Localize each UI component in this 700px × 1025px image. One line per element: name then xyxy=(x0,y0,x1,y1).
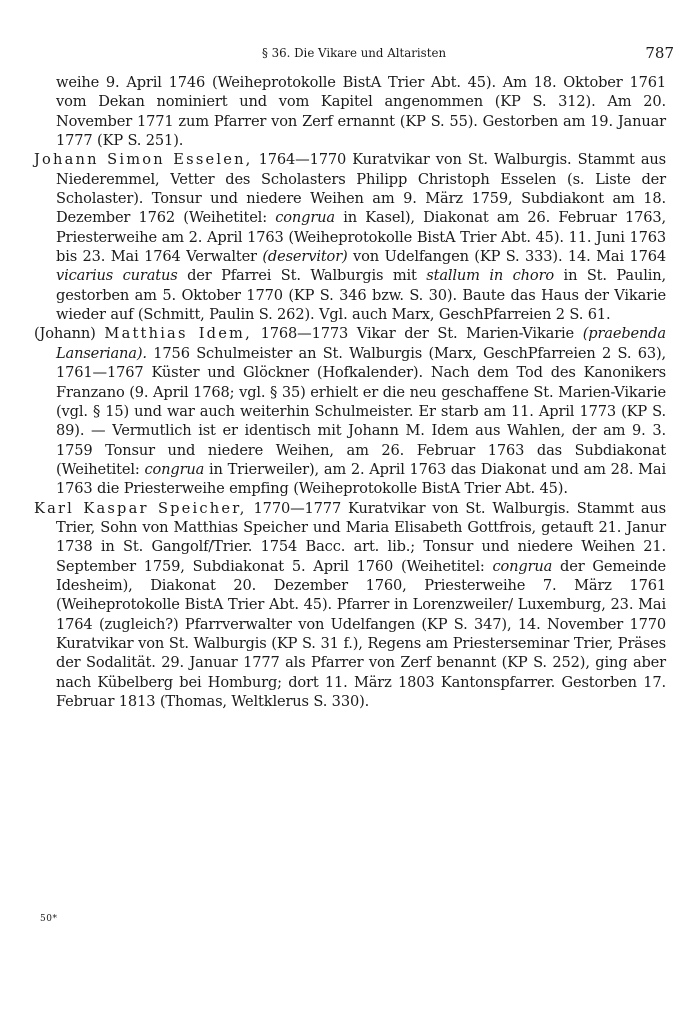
entry-italic: stallum in choro xyxy=(426,267,555,285)
entry-idem xyxy=(34,324,666,498)
entry-prefix: (Johann) xyxy=(34,325,105,343)
continuation-text: weihe 9. April 1746 (Weiheprotokolle BistA Trier Abt. 45). Am 18. Oktober 1761 vom Dekan nominiert und vom Kapitel angenommen (KP S. 312). Am 20. November 1771 zum Pfarrer von Zerf ernannt (KP S. 55). Gestorben am 19. Januar 1777 (KP S. 251). xyxy=(56,74,666,150)
entry-name: Johann Simon Esselen, xyxy=(34,151,253,169)
running-header xyxy=(34,46,674,66)
page-number: 787 xyxy=(645,44,674,62)
page-body xyxy=(34,73,666,711)
section-title: § 36. Die Vikare und Altaristen xyxy=(261,46,447,60)
signature-mark: 50* xyxy=(40,914,58,924)
entry-text: 1768—1773 Vikar der St. Marien-Vikarie xyxy=(251,325,583,343)
entry-italic: vicarius curatus xyxy=(56,267,178,285)
entry-text: der Gemeinde Idesheim), Diakonat 20. Dezember 1760, Priesterweihe 7. März 1761 (Weiheprotokolle BistA Trier Abt. 45). Pfarrer in Lorenzweiler/ Luxemburg, 23. Mai 1764 (zugleich?) Pfarrverwalter von Udelfangen (KP S. 347), 14. November 1770 Kuratvikar von St. Walburgis (KP S. 31 f.), Regens am Priesterseminar Trier, Präses der Sodalität. 29. Januar 1777 als Pfarrer von Zerf benannt (KP S. 252), ging aber nach Kübelberg bei Homburg; dort 11. März 1803 Kantonspfarrer. Gestorben 17. Februar 1813 (Thomas, Weltklerus S. 330). xyxy=(56,557,666,710)
entry-italic: (praebenda Lanseriana). xyxy=(56,325,666,362)
entry-name: Karl Kaspar Speicher, xyxy=(34,499,247,517)
entry-italic: (deservitor) xyxy=(262,248,348,266)
entry-text: in St. Paulin, gestorben am 5. Oktober 1770 (KP S. 346 bzw. S. 30). Baute das Haus der Vikarie wieder auf (Schmitt, Paulin S. 262). Vgl. auch Marx, GeschPfarreien 2 S. 61. xyxy=(56,267,666,324)
entry-italic: congrua xyxy=(275,209,335,227)
entry-text: in Trierweiler), am 2. April 1763 das Diakonat und am 28. Mai 1763 die Priesterweihe empfing (Weiheprotokolle BistA Trier Abt. 45). xyxy=(56,460,666,498)
continuation-paragraph xyxy=(34,73,666,150)
entry-text: der Pfarrei St. Walburgis mit xyxy=(177,267,427,285)
entry-esselen xyxy=(34,150,666,324)
entry-text: 1770—1777 Kuratvikar von St. Walburgis. Stammt aus Trier, Sohn von Matthias Speicher und Maria Elisabeth Gottfrois, getauft 21. Janur 1738 in St. Gangolf/Trier. 1754 Bacc. art. lib.; Tonsur und niedere Weihen 21. September 1759, Subdiakonat 5. April 1760 (Weihetitel: xyxy=(56,499,666,575)
entry-text: 1756 Schulmeister an St. Walburgis (Marx, GeschPfarreien 2 S. 63), 1761—1767 Küster und Glöckner (Hofkalender). Nach dem Tod des Kanonikers Franzano (9. April 1768; vgl. § 35) erhielt er die neu geschaffene St. Marien-Vikarie (vgl. § 15) und war auch weiterhin Schulmeister. Er starb am 11. April 1773 (KP S. 89). — Vermutlich ist er identisch mit Johann M. Idem aus Wahlen, der am 9. 3. 1759 Tonsur und niedere Weihen, am 26. Februar 1763 das Subdiakonat (Weihetitel: xyxy=(56,344,666,478)
entry-italic: congrua xyxy=(144,460,205,478)
entry-text: in Kasel), Diakonat am 26. Februar 1763, Priesterweihe am 2. April 1763 (Weiheprotokolle BistA Trier Abt. 45). 11. Juni 1763 bis 23. Mai 1764 Verwalter xyxy=(56,209,666,266)
entry-name: Matthias Idem, xyxy=(104,325,252,343)
entry-speicher xyxy=(34,499,666,712)
entry-italic: congrua xyxy=(492,557,553,575)
entry-text: von Udelfangen (KP S. 333). 14. Mai 1764 xyxy=(347,248,666,266)
entry-text: 1764—1770 Kuratvikar von St. Walburgis. Stammt aus Niederemmel, Vetter des Scholasters Philipp Christoph Esselen (s. Liste der Scholaster). Tonsur und niedere Weihen am 9. März 1759, Subdiakont am 18. Dezember 1762 (Weihetitel: xyxy=(56,151,667,227)
